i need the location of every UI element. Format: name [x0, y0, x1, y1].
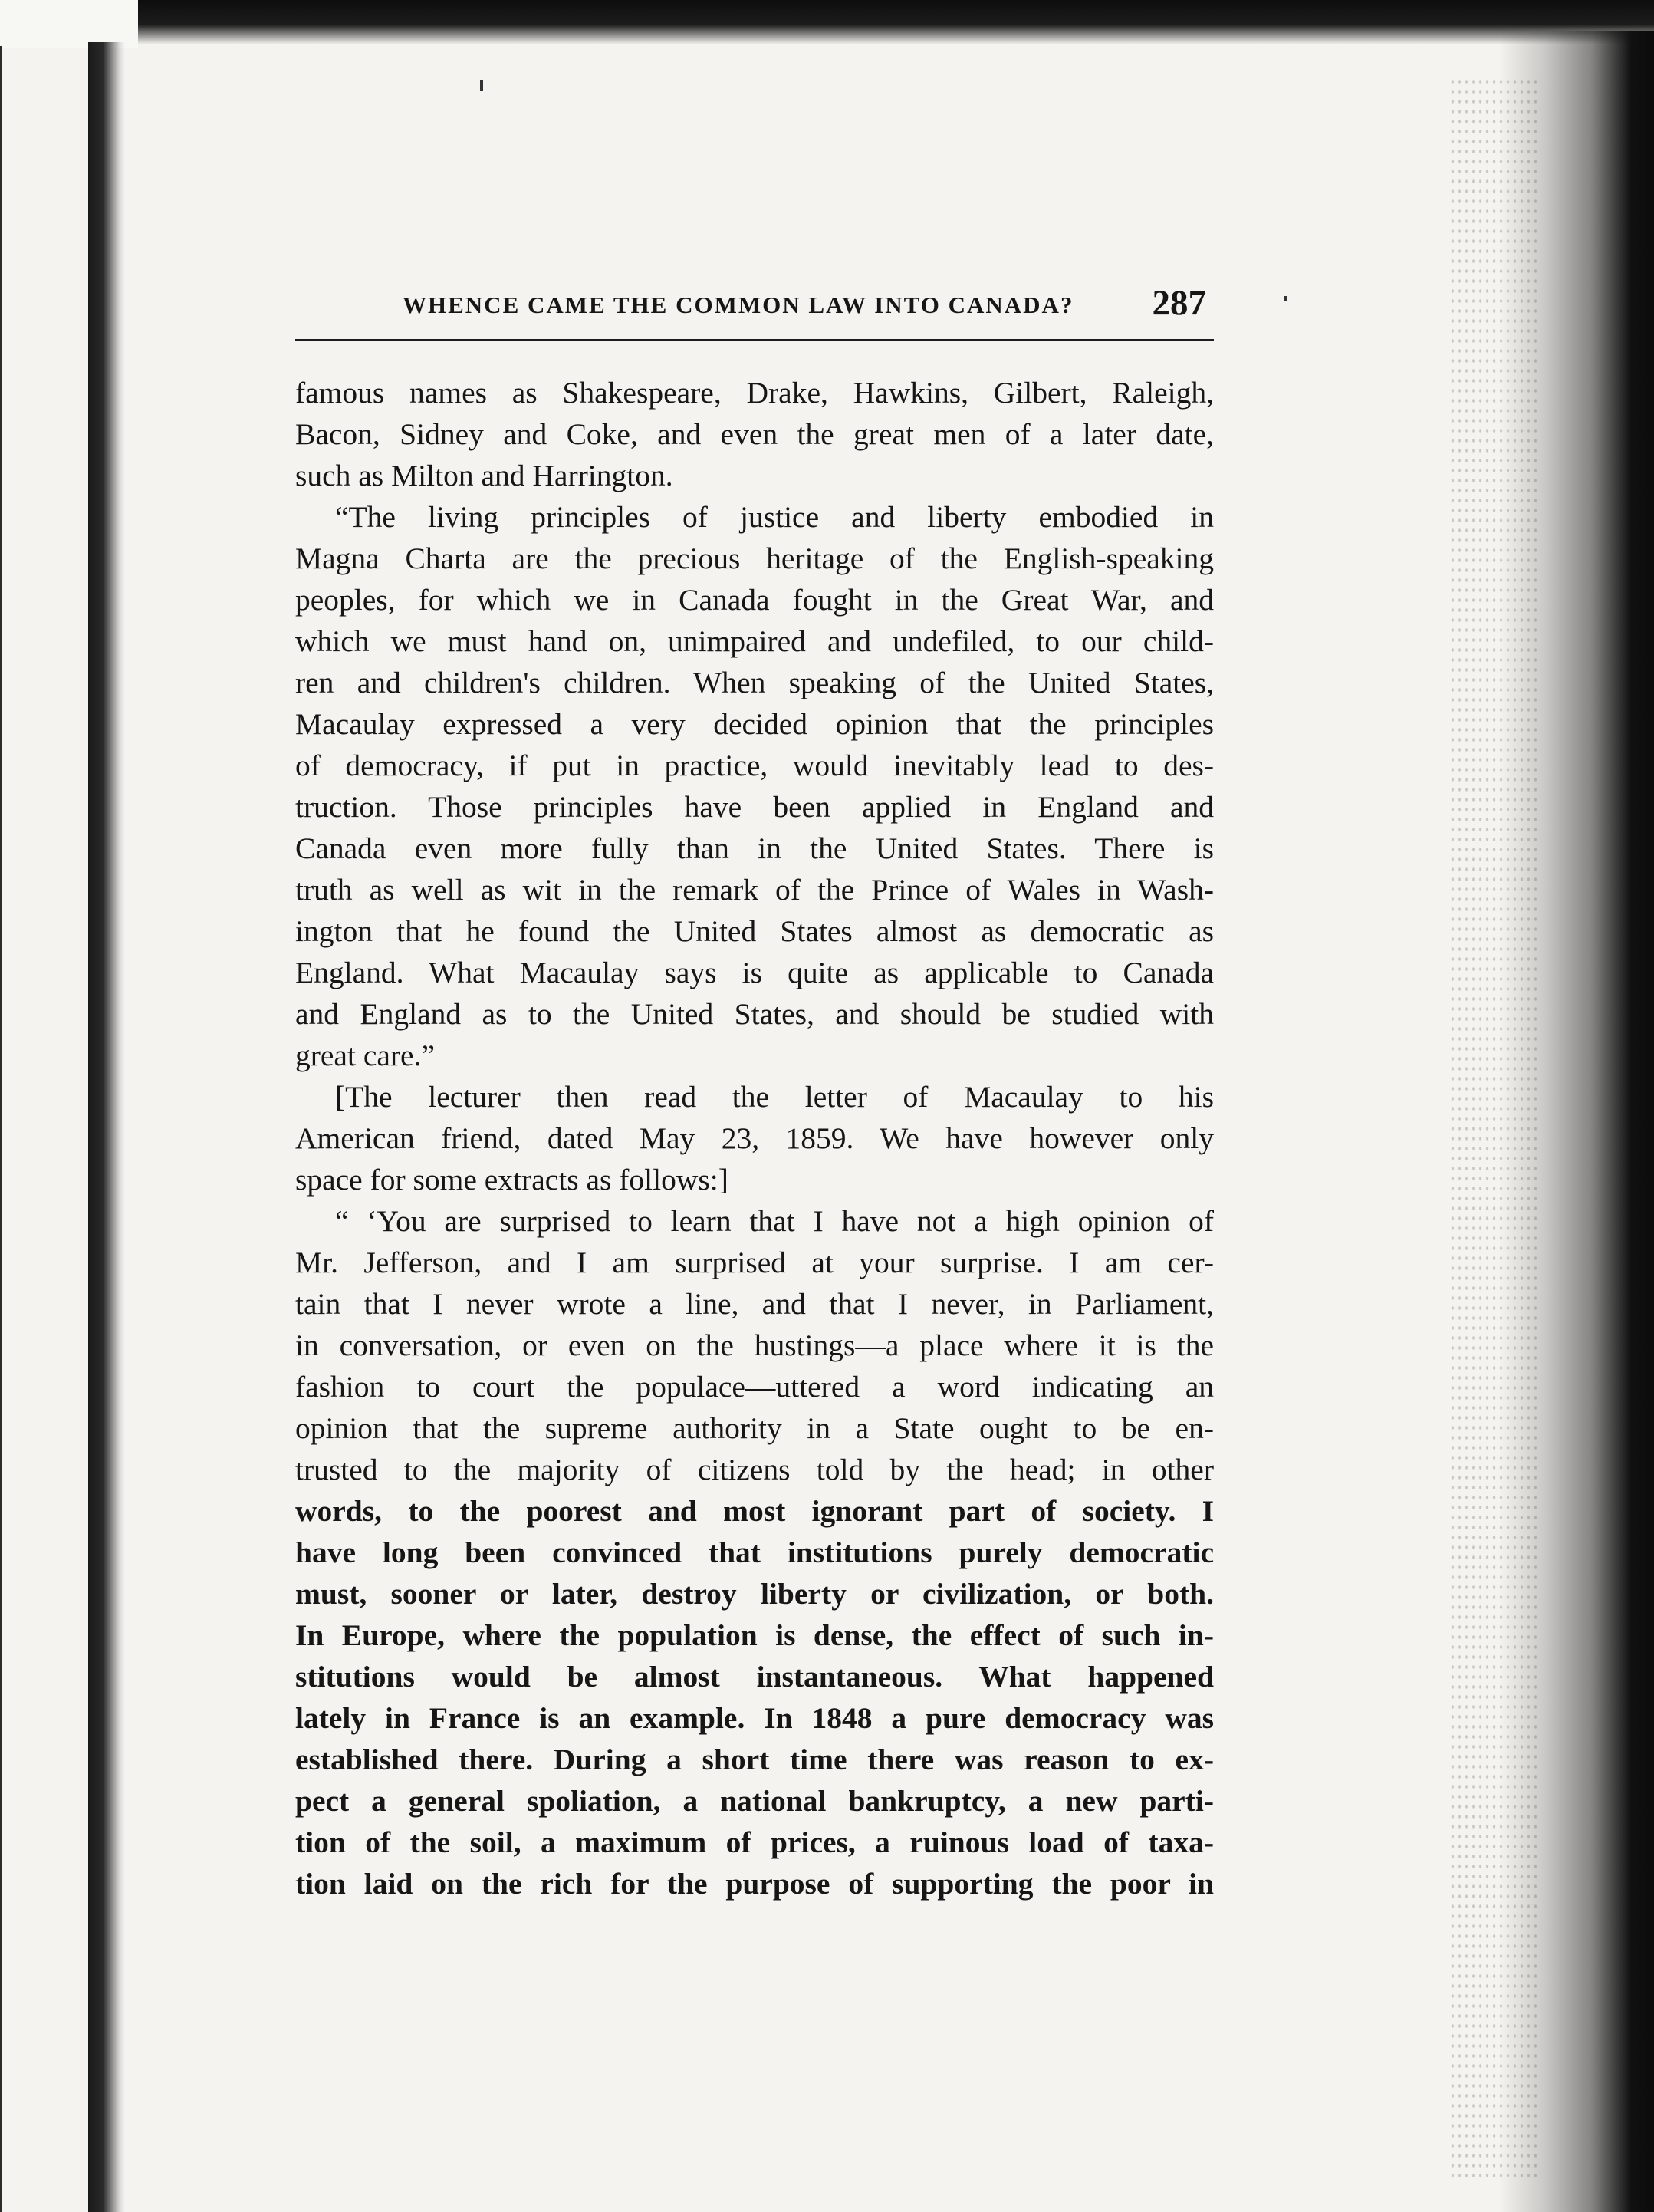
text-line: Bacon, Sidney and Coke, and even the great men of a later date, — [295, 417, 1214, 451]
text-line: England. What Macaulay says is quite as applicable to Canada — [295, 956, 1214, 989]
text-line: truth as well as wit in the remark of the Prince of Wales in Wash- — [295, 873, 1214, 907]
text-line: fashion to court the populace—uttered a word indicating an — [295, 1370, 1214, 1404]
scan-shadow-right — [1499, 31, 1654, 2212]
text-line: “The living principles of justice and liberty embodied in — [335, 500, 1214, 534]
text-line: pect a general spoliation, a national bankruptcy, a new parti- — [295, 1784, 1214, 1818]
text-line: great care.” — [295, 1039, 435, 1072]
running-head — [295, 285, 1214, 341]
text-line: have long been convinced that institutions purely democratic — [295, 1536, 1214, 1569]
text-line: truction. Those principles have been applied in England and — [295, 790, 1214, 824]
text-line: stitutions would be almost instantaneous. What happened — [295, 1660, 1214, 1694]
text-line: tion laid on the rich for the purpose of supporting the poor in — [295, 1867, 1214, 1901]
scan-speck — [1284, 296, 1287, 301]
text-line: tain that I never wrote a line, and that I never, in Parliament, — [295, 1287, 1214, 1321]
text-line: such as Milton and Harrington. — [295, 459, 673, 492]
scan-shadow-left — [88, 42, 125, 2212]
text-line: lately in France is an example. In 1848 a pure democracy was — [295, 1701, 1214, 1735]
text-line: and England as to the United States, and should be studied with — [295, 997, 1214, 1031]
text-line: established there. During a short time there was reason to ex- — [295, 1743, 1214, 1776]
body-text — [295, 372, 1214, 1904]
text-line: ington that he found the United States almost as democratic as — [295, 914, 1214, 948]
scan-speck — [480, 80, 483, 91]
text-line: ren and children's children. When speaking of the United States, — [295, 666, 1214, 699]
text-line: space for some extracts as follows:] — [295, 1163, 728, 1197]
text-line: in conversation, or even on the hustings—a place where it is the — [295, 1328, 1214, 1362]
text-line: Magna Charta are the precious heritage of the English-speaking — [295, 541, 1214, 575]
page-number: 287 — [1152, 283, 1206, 323]
text-line: of democracy, if put in practice, would inevitably lead to des- — [295, 749, 1214, 782]
text-line: opinion that the supreme authority in a State ought to be en- — [295, 1411, 1214, 1445]
book-page — [295, 285, 1214, 1904]
text-line: trusted to the majority of citizens told by the head; in other — [295, 1453, 1214, 1486]
scan-border-left — [0, 46, 2, 2212]
text-line: tion of the soil, a maximum of prices, a ruinous load of taxa- — [295, 1825, 1214, 1859]
scan-corner-top-left — [0, 0, 138, 48]
text-line: Mr. Jefferson, and I am surprised at your surprise. I am cer- — [295, 1246, 1214, 1279]
text-line: “ ‘You are surprised to learn that I have not a high opinion of — [335, 1204, 1214, 1238]
running-head-title: WHENCE CAME THE COMMON LAW INTO CANADA? — [403, 291, 1074, 318]
text-line: which we must hand on, unimpaired and undefiled, to our child- — [295, 624, 1214, 658]
text-line: words, to the poorest and most ignorant part of society. I — [295, 1494, 1214, 1528]
text-line: peoples, for which we in Canada fought in the Great War, and — [295, 583, 1214, 617]
text-line: In Europe, where the population is dense, the effect of such in- — [295, 1618, 1214, 1652]
text-line: must, sooner or later, destroy liberty or civilization, or both. — [295, 1577, 1214, 1611]
text-line: Canada even more fully than in the United States. There is — [295, 831, 1214, 865]
text-line: Macaulay expressed a very decided opinion that the principles — [295, 707, 1214, 741]
scan-shadow-top — [0, 0, 1654, 44]
text-line: famous names as Shakespeare, Drake, Hawkins, Gilbert, Raleigh, — [295, 376, 1214, 410]
text-line: American friend, dated May 23, 1859. We have however only — [295, 1121, 1214, 1155]
text-line: [The lecturer then read the letter of Macaulay to his — [335, 1080, 1214, 1114]
